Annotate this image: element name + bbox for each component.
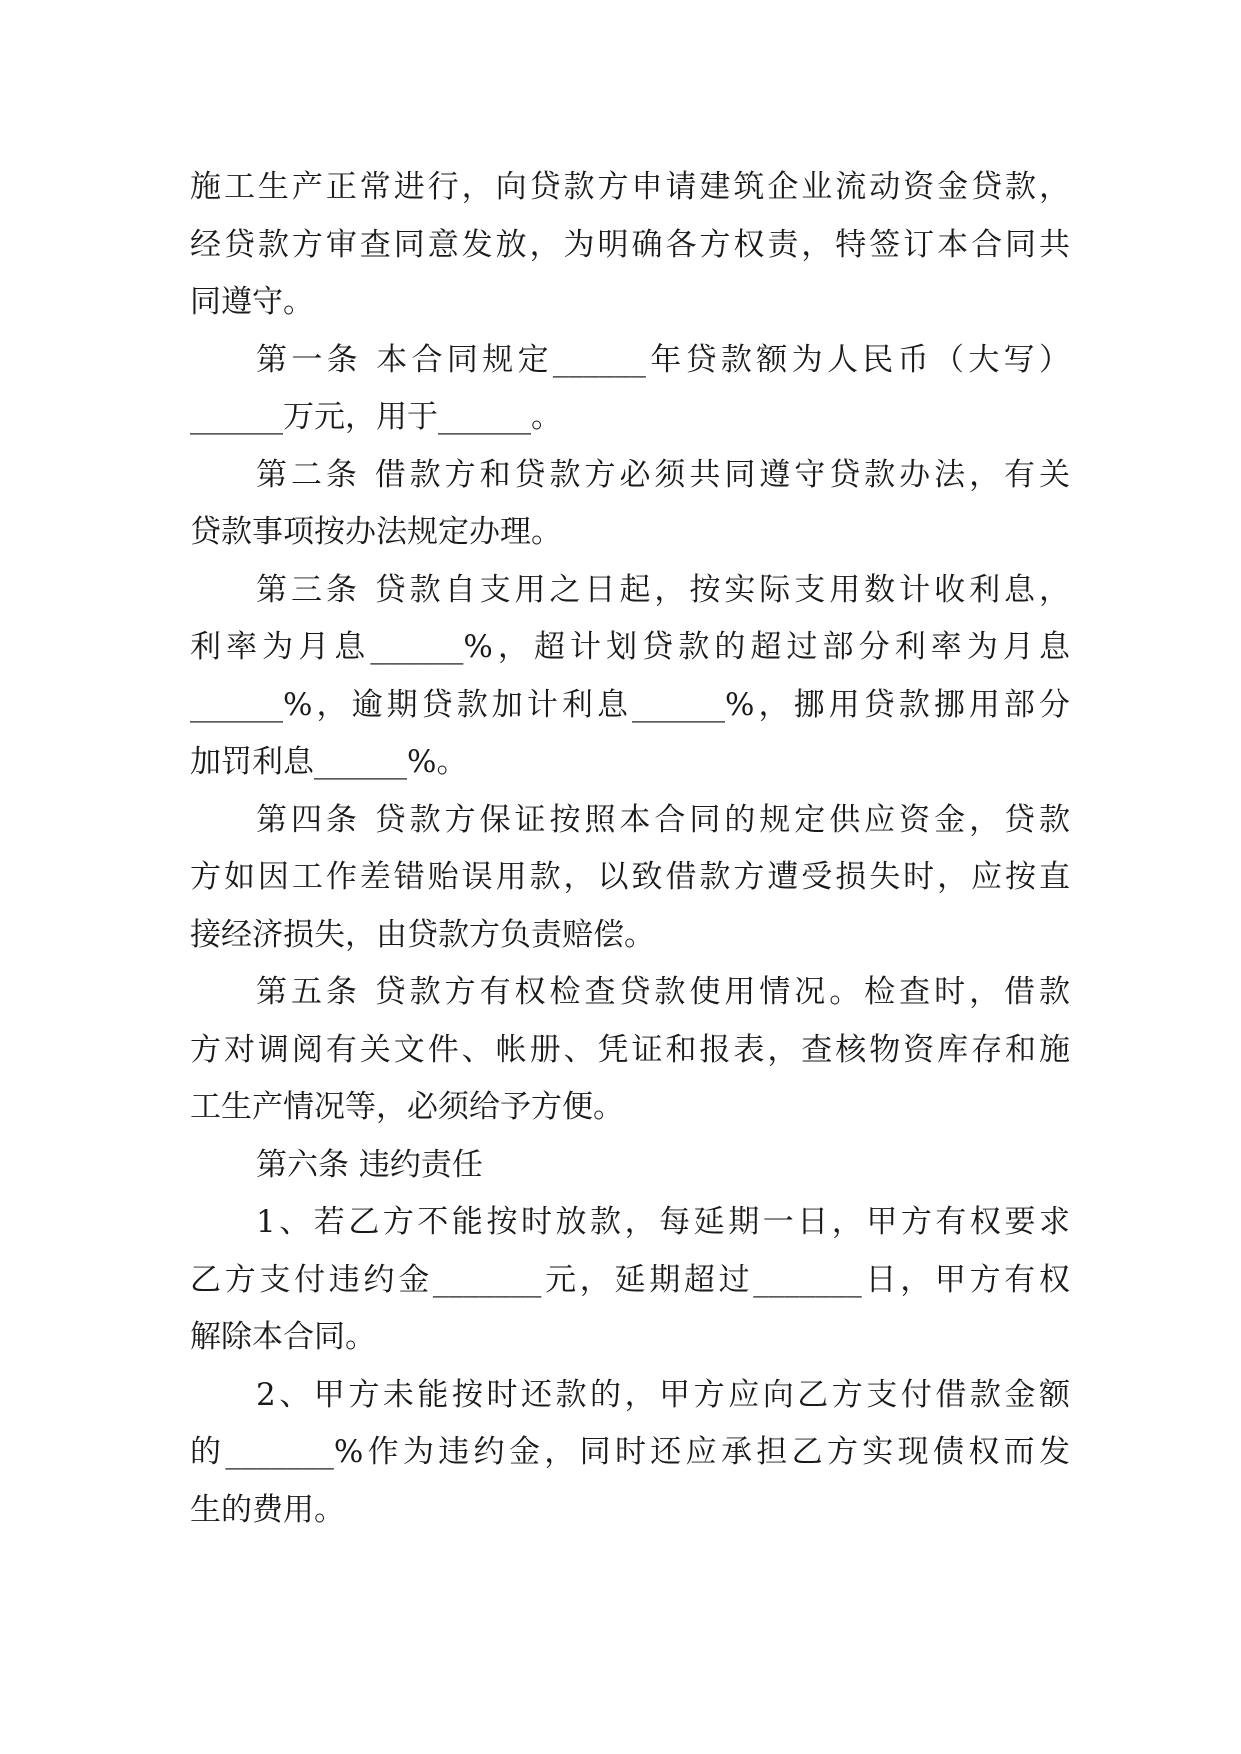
text-line: 乙方支付违约金_______元，延期超过_______日，甲方有权 [190,1262,1070,1298]
text-line: ______%，逾期贷款加计利息______%，挪用贷款挪用部分 [190,687,1070,723]
article-2-heading-line: 第二条 借款方和贷款方必须共同遵守贷款办法，有关 [256,457,1070,493]
text-line: 施工生产正常进行，向贷款方申请建筑企业流动资金贷款， [190,169,1070,205]
text-line: 贷款事项按办法规定办理。 [190,514,562,550]
article-4-heading-line: 第四条 贷款方保证按照本合同的规定供应资金，贷款 [256,802,1070,838]
article-5-heading-line: 第五条 贷款方有权检查贷款使用情况。检查时，借款 [256,974,1070,1010]
text-line: 工生产情况等，必须给予方便。 [190,1089,624,1125]
text-line: 解除本合同。 [190,1319,376,1355]
article-6-heading-line: 第六条 违约责任 [256,1147,483,1183]
text-line: 接经济损失，由贷款方负责赔偿。 [190,917,655,953]
text-line: 生的费用。 [190,1492,345,1528]
text-line: 同遵守。 [190,284,314,320]
clause-2-line: 2、甲方未能按时还款的，甲方应向乙方支付借款金额 [256,1377,1070,1413]
text-line: ______万元，用于______。 [190,399,562,435]
text-line: 的_______%作为违约金，同时还应承担乙方实现债权而发 [190,1434,1070,1470]
text-line: 方对调阅有关文件、帐册、凭证和报表，查核物资库存和施 [190,1032,1070,1068]
text-line: 经贷款方审查同意发放，为明确各方权责，特签订本合同共 [190,227,1070,263]
text-line: 利率为月息______%，超计划贷款的超过部分利率为月息 [190,629,1070,665]
text-line: 方如因工作差错贻误用款，以致借款方遭受损失时，应按直 [190,859,1070,895]
clause-1-line: 1、若乙方不能按时放款，每延期一日，甲方有权要求 [256,1204,1070,1240]
article-3-heading-line: 第三条 贷款自支用之日起，按实际支用数计收利息， [256,572,1070,608]
article-1-heading-line: 第一条 本合同规定______年贷款额为人民币（大写） [256,342,1070,378]
text-line: 加罚利息______%。 [190,744,468,780]
